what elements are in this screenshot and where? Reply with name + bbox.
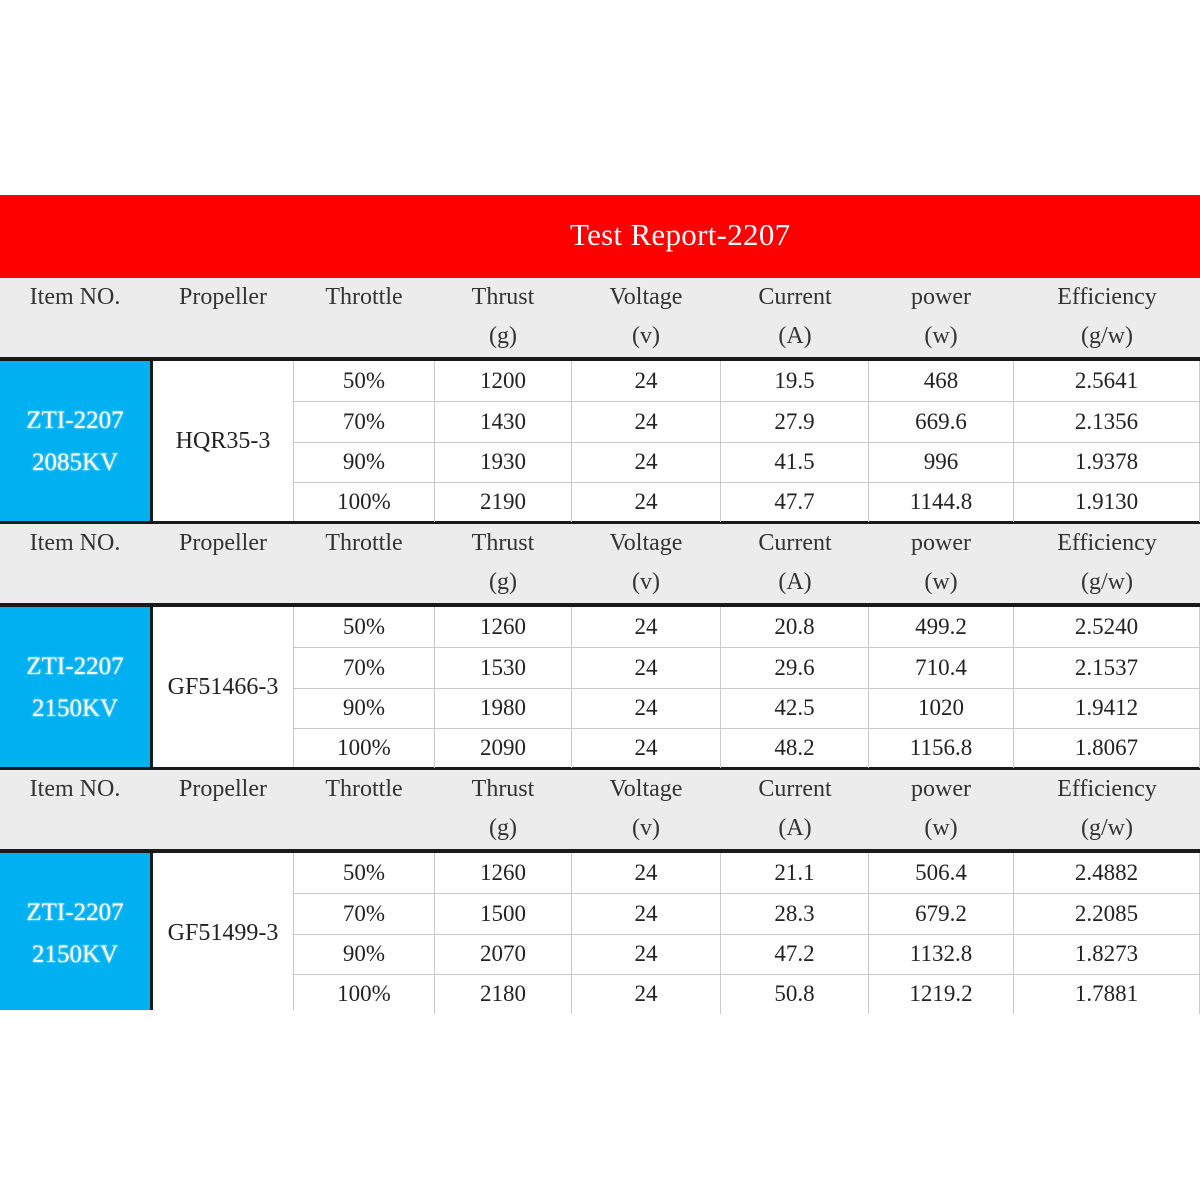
column-header	[721, 524, 869, 603]
column-header	[435, 278, 571, 357]
header-label: Current	[758, 776, 832, 802]
column-header	[0, 770, 150, 849]
column-header	[153, 278, 293, 357]
table-cell: 1.8067	[1014, 728, 1200, 768]
table-cell: 24	[572, 482, 721, 522]
table-cell: 1156.8	[869, 728, 1014, 768]
table-cell: 24	[572, 728, 721, 768]
column-header	[435, 524, 571, 603]
header-unit: (w)	[924, 323, 958, 349]
column-header	[572, 278, 720, 357]
propeller-name: GF51466-3	[167, 674, 279, 700]
header-unit: (A)	[778, 569, 812, 595]
item-model: ZTI-2207	[26, 899, 124, 926]
table-cell: 1980	[435, 688, 572, 728]
column-header-row	[0, 524, 1200, 607]
table-cell: 90%	[294, 934, 435, 974]
column-header	[0, 278, 150, 357]
column-header-row	[0, 770, 1200, 853]
item-number-cell	[0, 853, 153, 1010]
table-cell: 24	[572, 974, 721, 1014]
header-label: Propeller	[179, 530, 267, 556]
column-header	[1014, 278, 1200, 357]
table-row	[294, 361, 1200, 402]
item-kv: 2085KV	[31, 449, 119, 476]
table-cell: 1020	[869, 688, 1014, 728]
column-header-row	[0, 278, 1200, 361]
table-cell: 1930	[435, 442, 572, 482]
header-label: Propeller	[179, 776, 267, 802]
measurement-rows	[294, 607, 1200, 767]
table-cell: 50%	[294, 607, 435, 647]
table-cell: 499.2	[869, 607, 1014, 647]
motor-group	[0, 853, 1200, 1010]
report-title: Test Report-2207	[570, 217, 791, 252]
column-header	[0, 524, 150, 603]
item-number-cell	[0, 607, 153, 767]
header-label: Efficiency	[1057, 776, 1157, 802]
table-body	[0, 278, 1200, 1010]
table-cell: 1144.8	[869, 482, 1014, 522]
header-unit: (v)	[632, 815, 660, 841]
header-label: Item NO.	[29, 530, 121, 556]
table-cell: 2.1537	[1014, 648, 1200, 688]
header-unit: (g/w)	[1081, 569, 1133, 595]
table-cell: 42.5	[721, 688, 869, 728]
column-header	[1014, 770, 1200, 849]
table-row	[294, 402, 1200, 443]
column-header	[721, 278, 869, 357]
header-label: Thrust	[471, 776, 535, 802]
motor-group	[0, 607, 1200, 770]
table-cell: 2.5240	[1014, 607, 1200, 647]
table-cell: 100%	[294, 728, 435, 768]
header-label: Current	[758, 284, 832, 310]
table-cell: 24	[572, 853, 721, 893]
motor-group	[0, 361, 1200, 524]
column-header	[153, 524, 293, 603]
header-label: Throttle	[325, 776, 403, 802]
table-cell: 20.8	[721, 607, 869, 647]
table-row	[294, 728, 1200, 768]
header-unit: (g/w)	[1081, 815, 1133, 841]
table-cell: 24	[572, 361, 721, 401]
table-cell: 1200	[435, 361, 572, 401]
table-cell: 1500	[435, 894, 572, 934]
header-label: Voltage	[609, 530, 683, 556]
test-report-table	[0, 195, 1200, 1010]
table-row	[294, 688, 1200, 729]
column-header	[721, 770, 869, 849]
column-header	[435, 770, 571, 849]
header-label: power	[911, 776, 971, 802]
table-cell: 47.7	[721, 482, 869, 522]
header-label: Efficiency	[1057, 530, 1157, 556]
table-cell: 2070	[435, 934, 572, 974]
table-cell: 24	[572, 934, 721, 974]
table-cell: 90%	[294, 442, 435, 482]
header-label: Item NO.	[29, 776, 121, 802]
table-cell: 24	[572, 648, 721, 688]
table-cell: 2190	[435, 482, 572, 522]
header-unit: (g)	[489, 323, 517, 349]
header-label: Voltage	[609, 284, 683, 310]
measurement-rows	[294, 853, 1200, 1010]
table-row	[294, 607, 1200, 648]
table-cell: 27.9	[721, 402, 869, 442]
column-header	[572, 524, 720, 603]
header-unit: (g)	[489, 815, 517, 841]
measurement-rows	[294, 361, 1200, 521]
table-cell: 70%	[294, 402, 435, 442]
table-cell: 1260	[435, 607, 572, 647]
table-cell: 28.3	[721, 894, 869, 934]
table-cell: 100%	[294, 974, 435, 1014]
header-unit: (g/w)	[1081, 323, 1133, 349]
table-cell: 100%	[294, 482, 435, 522]
table-cell: 506.4	[869, 853, 1014, 893]
header-unit: (v)	[632, 323, 660, 349]
table-cell: 1219.2	[869, 974, 1014, 1014]
table-cell: 710.4	[869, 648, 1014, 688]
column-header	[294, 278, 434, 357]
table-row	[294, 853, 1200, 894]
table-cell: 24	[572, 894, 721, 934]
table-cell: 679.2	[869, 894, 1014, 934]
column-header	[869, 278, 1013, 357]
header-label: Efficiency	[1057, 284, 1157, 310]
table-cell: 1260	[435, 853, 572, 893]
item-model: ZTI-2207	[26, 407, 124, 434]
table-cell: 90%	[294, 688, 435, 728]
table-cell: 2.4882	[1014, 853, 1200, 893]
header-unit: (w)	[924, 569, 958, 595]
propeller-cell	[153, 361, 294, 521]
header-label: Voltage	[609, 776, 683, 802]
table-row	[294, 442, 1200, 483]
table-cell: 48.2	[721, 728, 869, 768]
table-cell: 2090	[435, 728, 572, 768]
header-label: Throttle	[325, 284, 403, 310]
item-kv: 2150KV	[31, 941, 119, 968]
item-model: ZTI-2207	[26, 653, 124, 680]
table-cell: 50%	[294, 361, 435, 401]
table-cell: 2.1356	[1014, 402, 1200, 442]
table-cell: 70%	[294, 894, 435, 934]
table-row	[294, 648, 1200, 689]
table-cell: 21.1	[721, 853, 869, 893]
table-cell: 1132.8	[869, 934, 1014, 974]
header-unit: (g)	[489, 569, 517, 595]
table-row	[294, 934, 1200, 975]
table-cell: 2.2085	[1014, 894, 1200, 934]
header-unit: (A)	[778, 323, 812, 349]
column-header	[153, 770, 293, 849]
header-unit: (v)	[632, 569, 660, 595]
header-label: power	[911, 530, 971, 556]
header-label: Current	[758, 530, 832, 556]
item-number-cell	[0, 361, 153, 521]
table-cell: 41.5	[721, 442, 869, 482]
table-cell: 50.8	[721, 974, 869, 1014]
column-header	[572, 770, 720, 849]
table-cell: 1.9412	[1014, 688, 1200, 728]
table-row	[294, 974, 1200, 1014]
table-cell: 24	[572, 607, 721, 647]
table-cell: 1.7881	[1014, 974, 1200, 1014]
header-label: Throttle	[325, 530, 403, 556]
item-kv: 2150KV	[31, 695, 119, 722]
table-cell: 47.2	[721, 934, 869, 974]
column-header	[294, 524, 434, 603]
propeller-name: HQR35-3	[175, 428, 271, 454]
table-cell: 996	[869, 442, 1014, 482]
table-row	[294, 894, 1200, 935]
table-cell: 1430	[435, 402, 572, 442]
table-cell: 1.9378	[1014, 442, 1200, 482]
table-cell: 24	[572, 442, 721, 482]
header-label: Thrust	[471, 530, 535, 556]
title-bar	[0, 195, 1200, 278]
column-header	[294, 770, 434, 849]
table-cell: 19.5	[721, 361, 869, 401]
column-header	[1014, 524, 1200, 603]
table-cell: 468	[869, 361, 1014, 401]
table-cell: 1.9130	[1014, 482, 1200, 522]
header-label: power	[911, 284, 971, 310]
table-cell: 1530	[435, 648, 572, 688]
propeller-cell	[153, 607, 294, 767]
column-header	[869, 770, 1013, 849]
header-label: Propeller	[179, 284, 267, 310]
table-cell: 29.6	[721, 648, 869, 688]
propeller-cell	[153, 853, 294, 1010]
column-header	[869, 524, 1013, 603]
table-cell: 50%	[294, 853, 435, 893]
table-cell: 70%	[294, 648, 435, 688]
propeller-name: GF51499-3	[167, 920, 279, 946]
table-cell: 24	[572, 402, 721, 442]
header-unit: (w)	[924, 815, 958, 841]
header-label: Item NO.	[29, 284, 121, 310]
table-cell: 2180	[435, 974, 572, 1014]
header-unit: (A)	[778, 815, 812, 841]
table-cell: 2.5641	[1014, 361, 1200, 401]
table-row	[294, 482, 1200, 522]
table-cell: 1.8273	[1014, 934, 1200, 974]
table-cell: 669.6	[869, 402, 1014, 442]
header-label: Thrust	[471, 284, 535, 310]
table-cell: 24	[572, 688, 721, 728]
